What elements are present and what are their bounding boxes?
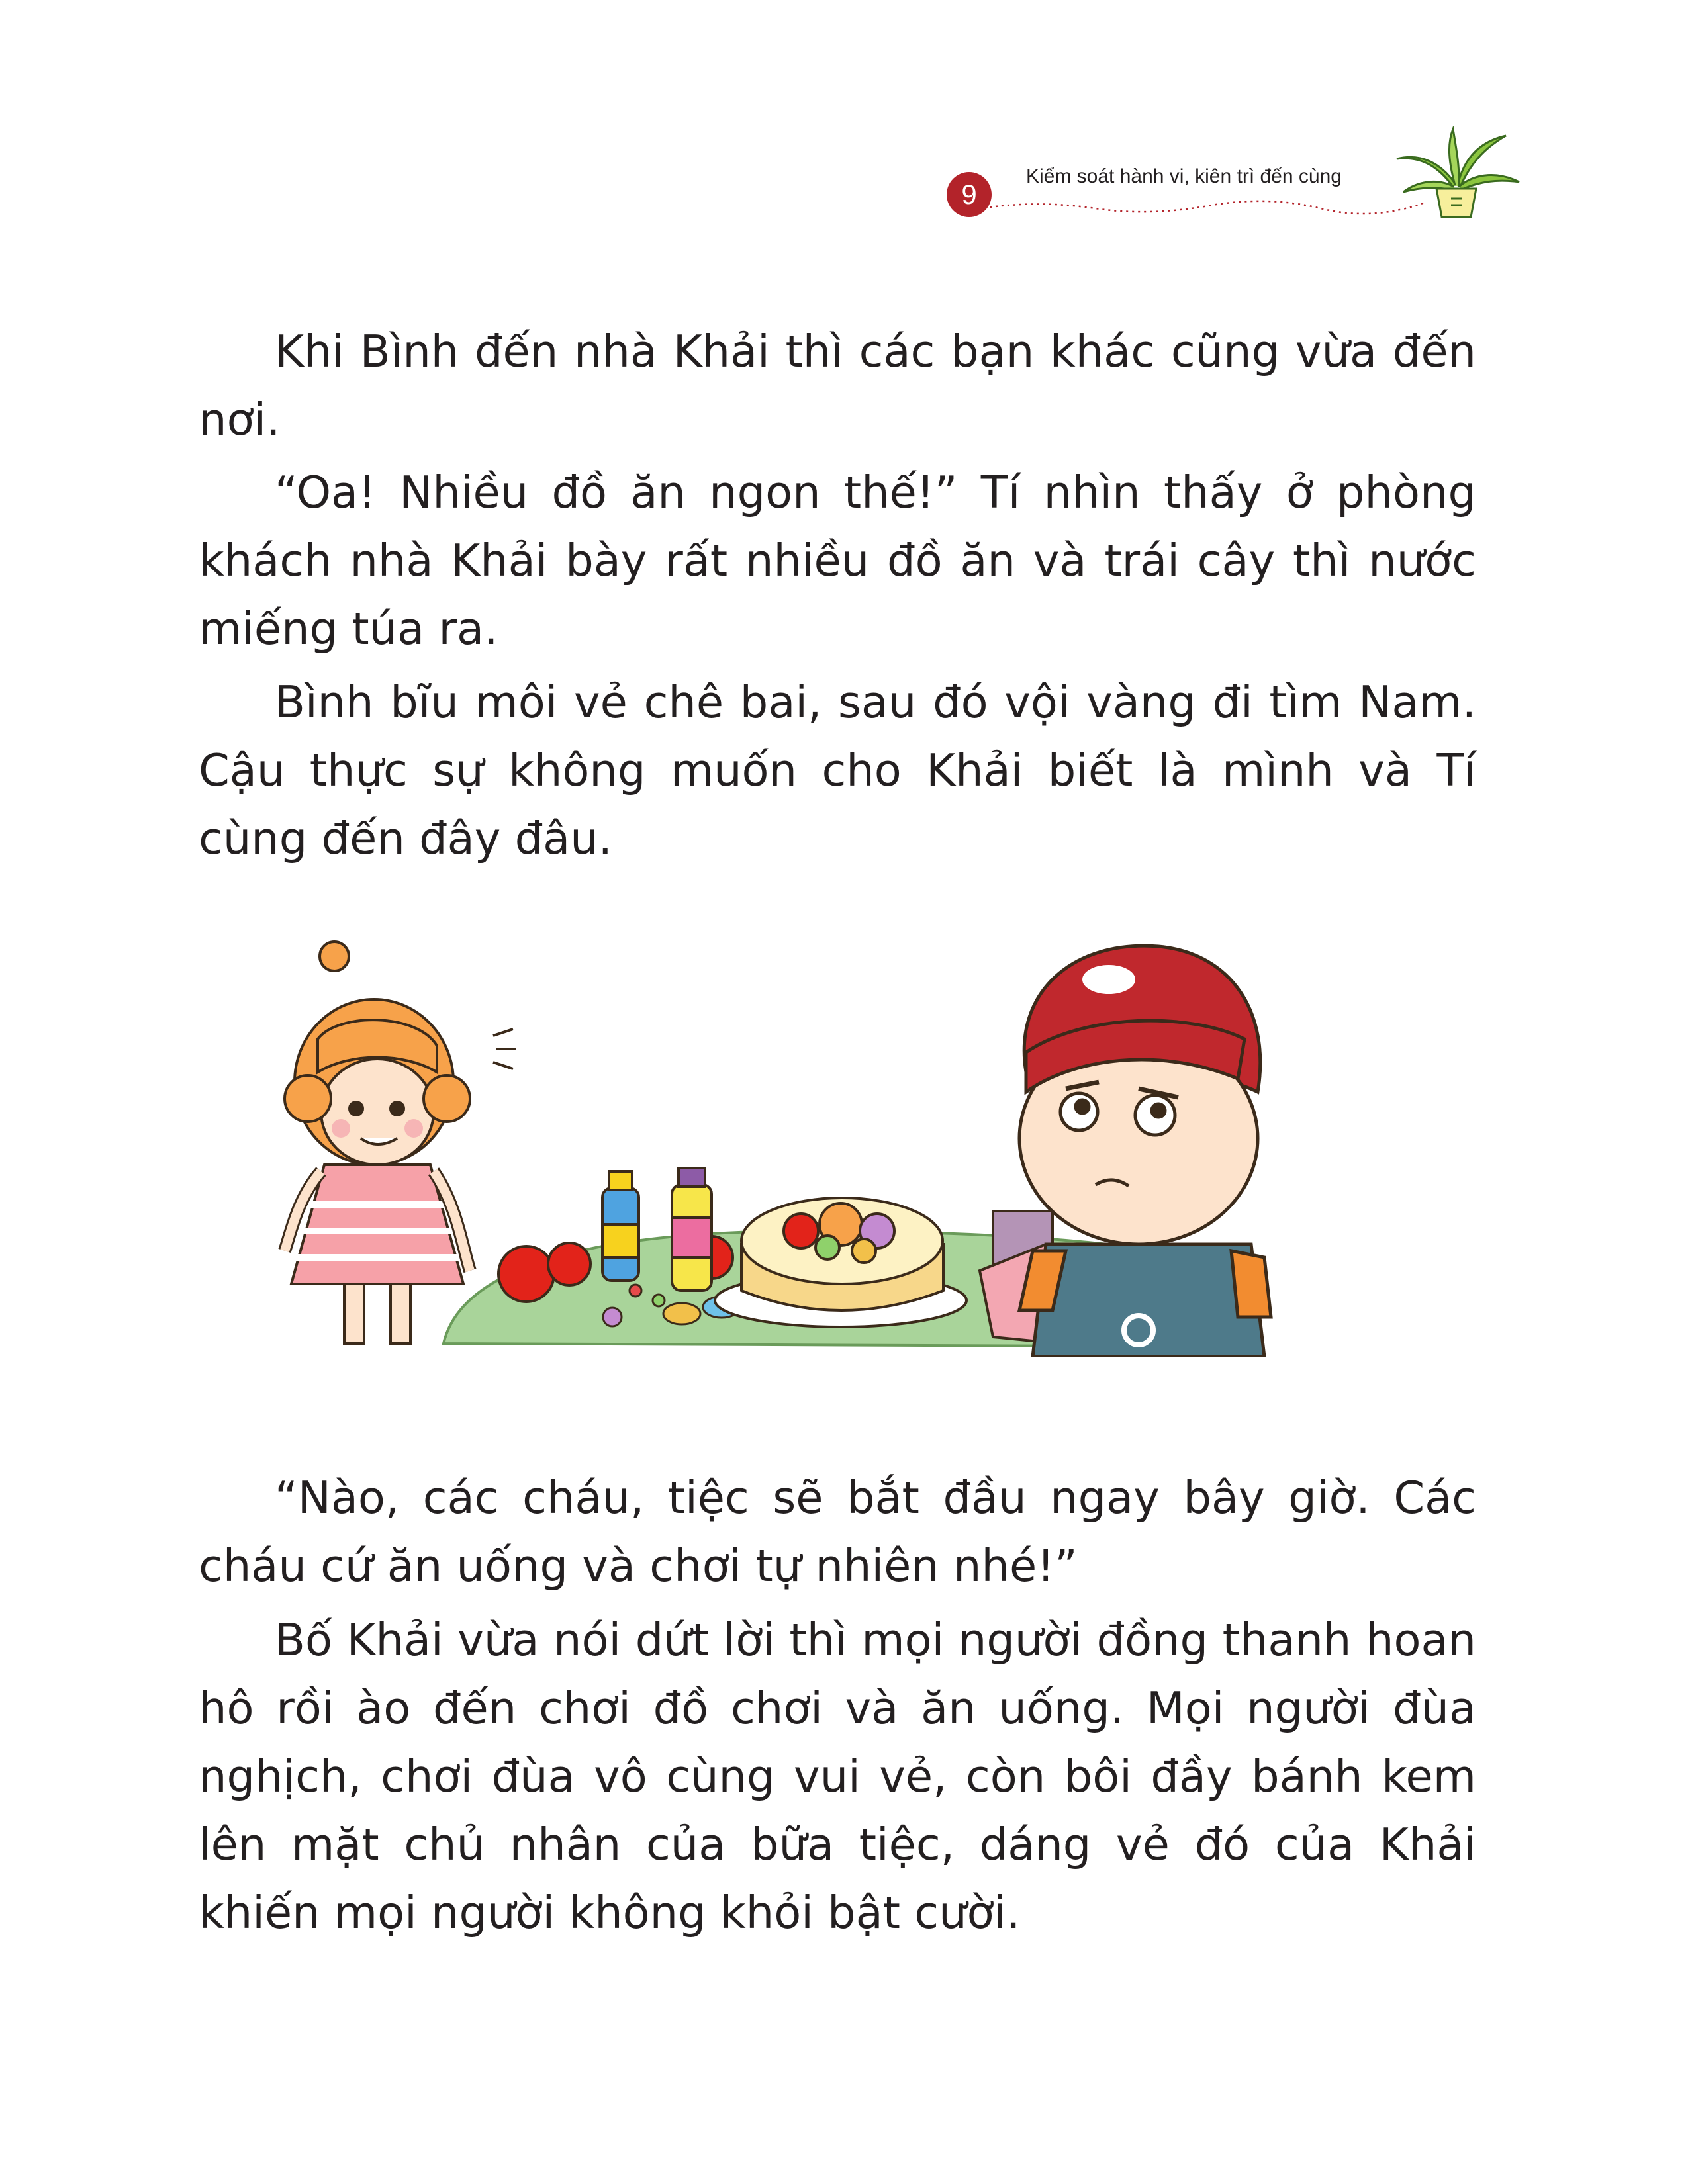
boy-character — [1019, 946, 1271, 1357]
chapter-number-badge: 9 — [947, 172, 992, 217]
paragraph-1: Khi Bình đến nhà Khải thì các bạn khác cũng vừa đến nơi. — [199, 326, 1476, 445]
paragraph-2: “Oa! Nhiều đồ ăn ngon thế!” Tí nhìn thấy ở phòng khách nhà Khải bày rất nhiều đồ ăn và trái cây thì nước miếng túa ra. — [199, 467, 1476, 655]
paragraph-3: Bình bĩu môi vẻ chê bai, sau đó vội vàng đi tìm Nam. Cậu thực sự không muốn cho Khải biết là mình và Tí cùng đến đây đâu. — [199, 676, 1476, 864]
running-header — [927, 126, 1523, 232]
potted-plant-icon — [1390, 126, 1523, 218]
chapter-title: Kiểm soát hành vi, kiên trì đến cùng — [1026, 165, 1342, 187]
paragraph-4: “Nào, các cháu, tiệc sẽ bắt đầu ngay bây giờ. Các cháu cứ ăn uống và chơi tự nhiên nhé!” — [199, 1472, 1476, 1592]
girl-character — [285, 942, 470, 1343]
party-illustration — [278, 940, 1278, 1357]
header-dotted-rule — [990, 195, 1427, 215]
paragraph-5: Bố Khải vừa nói dứt lời thì mọi người đồng thanh hoan hô rồi ào đến chơi đồ chơi và ăn uống. Mọi người đùa nghịch, chơi đùa vô cùng vui vẻ, còn bôi đầy bánh kem lên mặt chủ nhân của bữa tiệc, dáng vẻ đó của Khải khiến mọi người không khỏi bật cười. — [199, 1614, 1476, 1938]
